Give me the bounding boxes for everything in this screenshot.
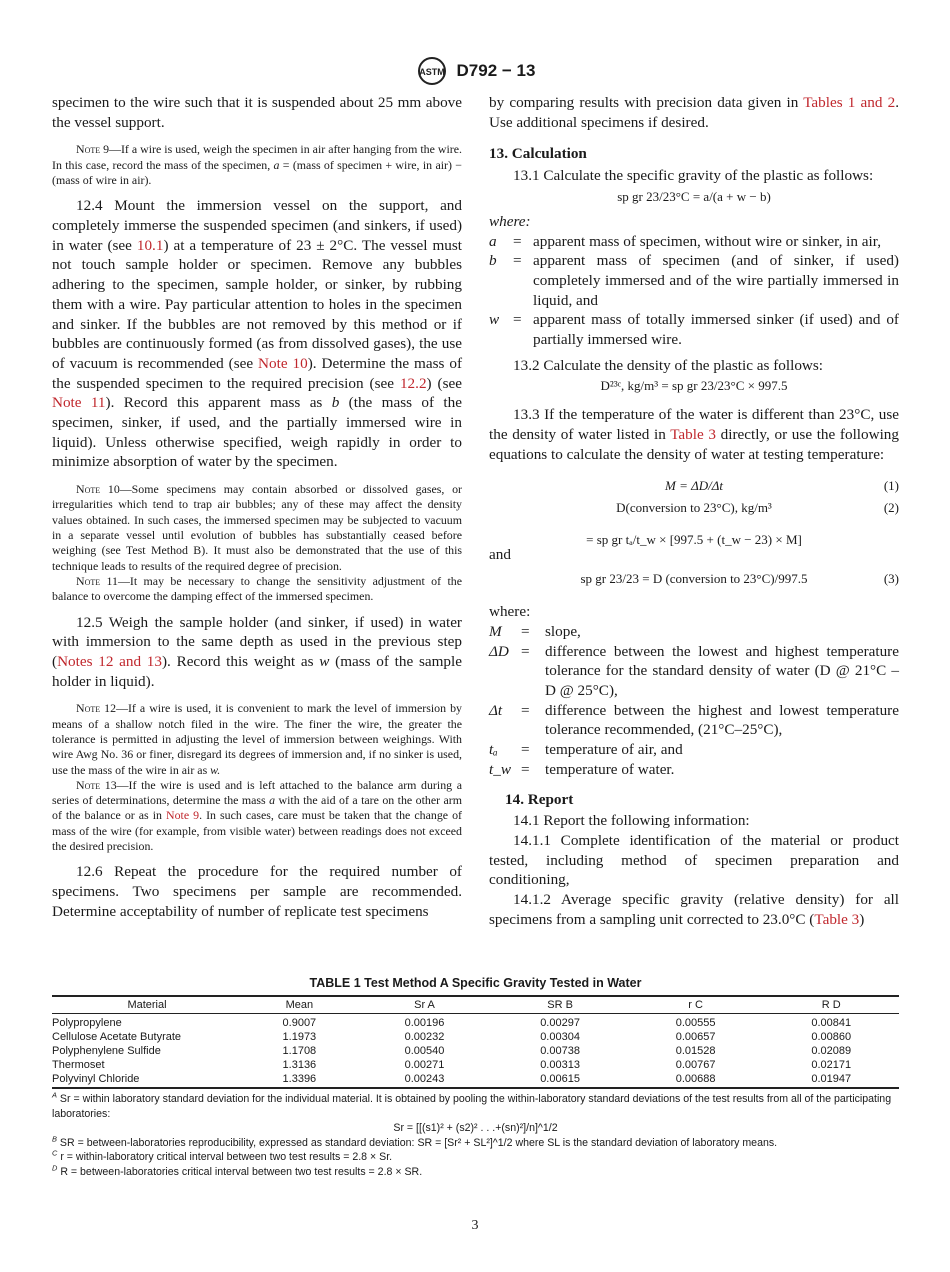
text-run: —Some specimens may contain absorbed or dissolved gases, or irregularities which tend to trap air bubbles; any of these may affect the density values obtained. In such cases, the immersed specimen may be subjected to vacuum in a separate vessel until evolution of bubbles has substantially ceased before weighing (see Test Method B). It must also be demonstrated that the use of this technique leads to results of the required degree of precision. [52,482,462,573]
paragraph-13-3 [489,405,899,464]
text-run: . In such cases, care must be taken that the change of mass of the wire (for example, from visible water) between readings does not exceed the desired precision. [52,808,462,853]
table-row [52,1044,899,1058]
text-run: ). Determine the mass of the suspended specimen to the required precision (see [52,354,462,392]
and-label: and [489,545,511,563]
precision-table [52,995,899,1089]
text-run: ) [859,910,865,928]
table-cell: 0.00841 [811,1017,852,1029]
paragraph-13-1: 13.1 Calculate the specific gravity of the plastic as follows: [513,167,874,185]
paragraph [52,93,462,132]
table-cell: Polypropylene [52,1017,122,1029]
table-cell: Thermoset [52,1059,105,1071]
footnote-a-formula: Sr = [[(s1)² + (s2)² . . .+(sn)²]/n]^1/2 [393,1122,558,1134]
text-run: by comparing results with precision data given in [489,94,804,111]
continued-paragraph [489,93,899,132]
paragraph-14-1-1: 14.1.1 Complete identification of the material or product tested, including method of specimen preparation and conditioning, [489,831,899,889]
column-header: R D [763,996,899,1014]
table-cell: 0.01947 [763,1072,899,1088]
equation-1-text: M = ΔD/Δt [665,477,723,493]
table-cell: 0.00860 [811,1031,852,1043]
paragraph-14-1-2 [489,890,899,929]
footnote-a: $^A$ Sr = within laboratory standard deviation for the individual material. It is obtained by pooling the within-laboratory standard deviations of the test results from all of the participating laboratories: [52,1090,892,1120]
table-cell: Cellulose Acetate Butyrate [52,1031,182,1043]
column-header: r C [628,996,764,1014]
note-label: Note 13 [76,777,117,792]
table-row [52,1030,899,1044]
variable-description: apparent mass of specimen, without wire or sinker, in air, [533,232,881,250]
equation-2-number: (2) [883,499,899,515]
variable-symbol: M [489,622,502,640]
table-cell: 0.00767 [675,1059,716,1071]
equals-sign: = [513,311,522,329]
table-cell: 0.00297 [540,1017,580,1029]
table-cell: 0.00313 [540,1059,580,1071]
table-cell: 1.1708 [282,1045,317,1057]
page-header [0,56,950,86]
section-13-heading: 13. Calculation [489,145,587,163]
cross-reference-link[interactable]: Table 3 [814,910,860,928]
variable-symbol: Δt [489,701,503,719]
text-run: . Use additional specimens if desired. [489,94,899,131]
text-run: —If a wire is used, weigh the specimen in air after hanging from the wire. In this case, record the mass of the specimen, [52,142,462,172]
table-row [52,1058,899,1072]
text-run: 14.1.2 Average specific gravity (relative density) for all specimens from a sampling unit corrected to 23.0°C ( [489,891,899,928]
right-column [489,93,899,930]
equation-2-continued: = sp gr tₐ/t_w × [997.5 + (t_w − 23) × M] [586,531,802,547]
paragraph-14-1: 14.1 Report the following information: [513,812,750,830]
text-run: —If the wire is used and is left attached to the balance arm during a series of determinations, determine the mass [52,777,462,808]
table-cell: 0.00271 [404,1059,445,1071]
table-cell: 0.00657 [675,1031,716,1043]
left-column [52,93,462,921]
equation-1 [489,475,899,497]
variable-definitions [489,232,899,350]
text-run: specimen to the wire such that it is suspended about 25 mm above the vessel support. [52,94,462,131]
table-cell: 0.00615 [492,1072,628,1088]
text-run: 12.6 Repeat the procedure for the required number of specimens. Two specimens per sample are recommended. Determine acceptability of number of replicate test specimens [52,863,462,920]
equals-sign: = [521,760,530,778]
footnote-c: $^C$ r = within-laboratory critical interval between two test results = 2.8 × Sr. [52,1148,393,1163]
table-cell: 0.9007 [282,1017,317,1029]
note [52,142,462,188]
note [52,701,462,777]
cross-reference-link[interactable]: 10.1 [136,236,164,254]
table-1 [52,976,899,1179]
variable-symbol: a [489,232,497,250]
cross-reference-link[interactable]: Tables 1 and 2 [803,94,896,111]
equation-1-number: (1) [883,477,899,493]
astm-logo-icon [415,56,449,86]
text-run: —It may be necessary to change the sensitivity adjustment of the balance to overcome the damping effect of the immersed specimen. [52,573,463,604]
column-header: Material [52,996,242,1014]
text-run: w [319,652,330,670]
note-label: Note 12 [76,701,117,716]
footnote-b: $^B$ SR = between-laboratories reproducibility, expressed as standard deviation: SR = [Sr² + SL²]^1/2 where SL is the standard deviation of laboratory means. [52,1133,778,1149]
note [52,574,462,605]
table-footnotes [52,1092,899,1179]
where-label: where: [489,603,531,621]
note-label: Note 9 [76,142,110,157]
table-cell: Polyvinyl Chloride [52,1072,242,1088]
variable-symbol: tₐ [489,741,498,759]
cross-reference-link[interactable]: Notes 12 and 13 [57,652,162,670]
table-header-row [52,996,899,1014]
variable-description: temperature of air, and [545,741,683,759]
equation-density: D²³ᶜ, kg/m³ = sp gr 23/23°C × 997.5 [600,378,788,394]
paragraph-13-2: 13.2 Calculate the density of the plastic as follows: [513,356,824,374]
paragraph [52,862,462,921]
table-cell: Polyphenylene Sulfide [52,1045,161,1057]
note-label: Note 10 [76,482,120,497]
equation-3 [489,568,899,590]
note-label: Note 11 [76,573,118,588]
text-run: ). Record this weight as [161,652,320,670]
variable-symbol: ΔD [489,642,509,660]
table-cell: 0.00738 [540,1045,580,1057]
text-run: —If a wire is used, it is convenient to mark the level of immersion by means of a shallow notch filed in the wire. The finer the wire, the greater the tolerance is permitted in adjusting the level of immersion between weighings. With wire Awg No. 36 or finer, disregard its degrees of immersion and, if no sinker is used, use the mass of the wire in air as [52,701,462,777]
column-header: Sr A [357,996,493,1014]
cross-reference-link[interactable]: Table 3 [670,426,716,444]
variable-description: apparent mass of totally immersed sinker (if used) and of partially immersed wire. [533,311,899,349]
footnote-d-text: R = between-laboratories critical interval between two test results = 2.8 × SR. [60,1165,423,1178]
text-run: = (mass of specimen + wire, in air) − (mass of wire in air). [52,157,462,187]
section-14-heading: 14. Report [505,790,574,808]
equation-3-number: (3) [883,571,899,587]
equals-sign: = [521,622,530,640]
table-row [52,1072,899,1088]
cross-reference-link[interactable]: Note 10 [258,354,308,372]
text-run: 12.5 Weigh the sample holder (and sinker, if used) in water with immersion to the same depth as used in the previous step ( [52,613,462,670]
variable-description: temperature of water. [545,760,675,778]
page-number: 3 [471,1218,479,1233]
text-run: ) at a temperature of 23 ± 2°C. The vessel must not touch sample holder or specimen. Remove any bubbles adhering to the specimen, sample holder, or sinker, by rubbing them with a wire. Pay particular attention to holes in the specimen and sinker. If the bubbles are not removed by this method or if bubbles are continuously formed (as from dissolved gases), the use of vacuum is recommended (see [52,236,462,372]
text-run: (mass of the sample holder in liquid). [52,652,462,690]
variable-definitions [489,622,899,780]
equals-sign: = [521,741,530,759]
standard-designation: D792 − 13 [456,61,536,80]
table-cell: 0.02171 [811,1059,852,1071]
variable-symbol: t_w [489,760,511,778]
text-run: with the aid of a tare on the other arm of the balance or as in [52,793,462,823]
table-cell: 0.00304 [540,1031,580,1043]
equals-sign: = [521,701,530,719]
note [52,482,462,574]
text-run: a [273,157,280,172]
column-header: SR B [492,996,628,1014]
cross-reference-link[interactable]: 12.2 [399,374,427,392]
table-row [52,1014,899,1031]
paragraph [52,613,462,692]
text-run: 13.3 If the temperature of the water is different than 23°C, use the density of water listed in [489,406,899,444]
table-cell: 1.3136 [282,1059,317,1071]
text-run: ). Record this apparent mass as [105,394,332,412]
cross-reference-link[interactable]: Note 9 [165,808,200,823]
text-run: ) (see [426,374,462,392]
table-cell: 0.00243 [357,1072,493,1088]
svg-text:ASTM: ASTM [418,67,445,77]
table-cell: 0.00555 [675,1017,716,1029]
variable-description: difference between the highest and lowest temperature tolerance recommended, (21°C–25°C), [545,701,899,739]
equals-sign: = [521,642,530,660]
variable-description: difference between the lowest and highest temperature tolerance for the standard density of water (D @ 21°C – D @ 25°C), [545,642,899,700]
text-run: a [269,793,276,808]
variable-symbol: b [489,252,497,270]
cross-reference-link[interactable]: Note 11 [52,394,106,412]
footnote-a-text: Sr = within laboratory standard deviation for the individual material. It is obtained by pooling the within-laboratory standard deviations of the test results from all of the participating laboratories: [52,1093,892,1120]
table-cell: 0.00232 [404,1031,445,1043]
equation-3-text: sp gr 23/23 = D (conversion to 23°C)/997.5 [580,571,808,587]
footnote-d: $^D$ R = between-laboratories critical interval between two test results = 2.8 × SR. [52,1162,423,1178]
text-run: directly, or use the following equations to calculate the density of water at testing temperature: [489,426,899,463]
variable-description: slope, [545,622,581,640]
variable-symbol: w [489,311,500,329]
equation-specific-gravity: sp gr 23/23°C = a/(a + w − b) [617,188,771,204]
table-cell: 0.01528 [675,1045,716,1057]
text-run: w. [210,762,221,777]
table-cell: 0.00196 [404,1017,445,1029]
paragraph [52,196,462,472]
footnote-b-text: SR = between-laboratories reproducibility, expressed as standard deviation: SR = [Sr² + SL²]^1/2 where SL is the standard deviation of laboratory means. [59,1136,778,1149]
table-cell: 1.1973 [282,1031,317,1043]
text-run: (the mass of the specimen, sinker, if used, and the partially immersed wire in liquid). Unless otherwise specified, weigh rapidly in order to minimize absorption of water by the specimen. [52,394,462,471]
table-cell: 1.3396 [242,1072,357,1088]
table-cell: 0.00688 [628,1072,764,1088]
column-header: Mean [242,996,357,1014]
equation-2-text: D(conversion to 23°C), kg/m³ [616,499,772,515]
footnote-c-text: r = within-laboratory critical interval between two test results = 2.8 × Sr. [60,1151,393,1163]
equals-sign: = [513,252,522,270]
equals-sign: = [513,232,522,250]
where-label: where: [489,212,531,230]
table-cell: 0.02089 [811,1045,852,1057]
text-run: b [331,394,340,412]
note [52,778,462,854]
table-caption: TABLE 1 Test Method A Specific Gravity Tested in Water [309,976,642,990]
equation-2 [489,497,899,519]
text-run: 12.4 Mount the immersion vessel on the support, and completely immerse the suspended specimen (and sinkers, if used) in water (see [52,197,462,254]
table-cell: 0.00540 [404,1045,445,1057]
variable-description: apparent mass of specimen (and of sinker, if used) completely immersed and of the wire partially immersed in liquid, and [533,252,899,309]
